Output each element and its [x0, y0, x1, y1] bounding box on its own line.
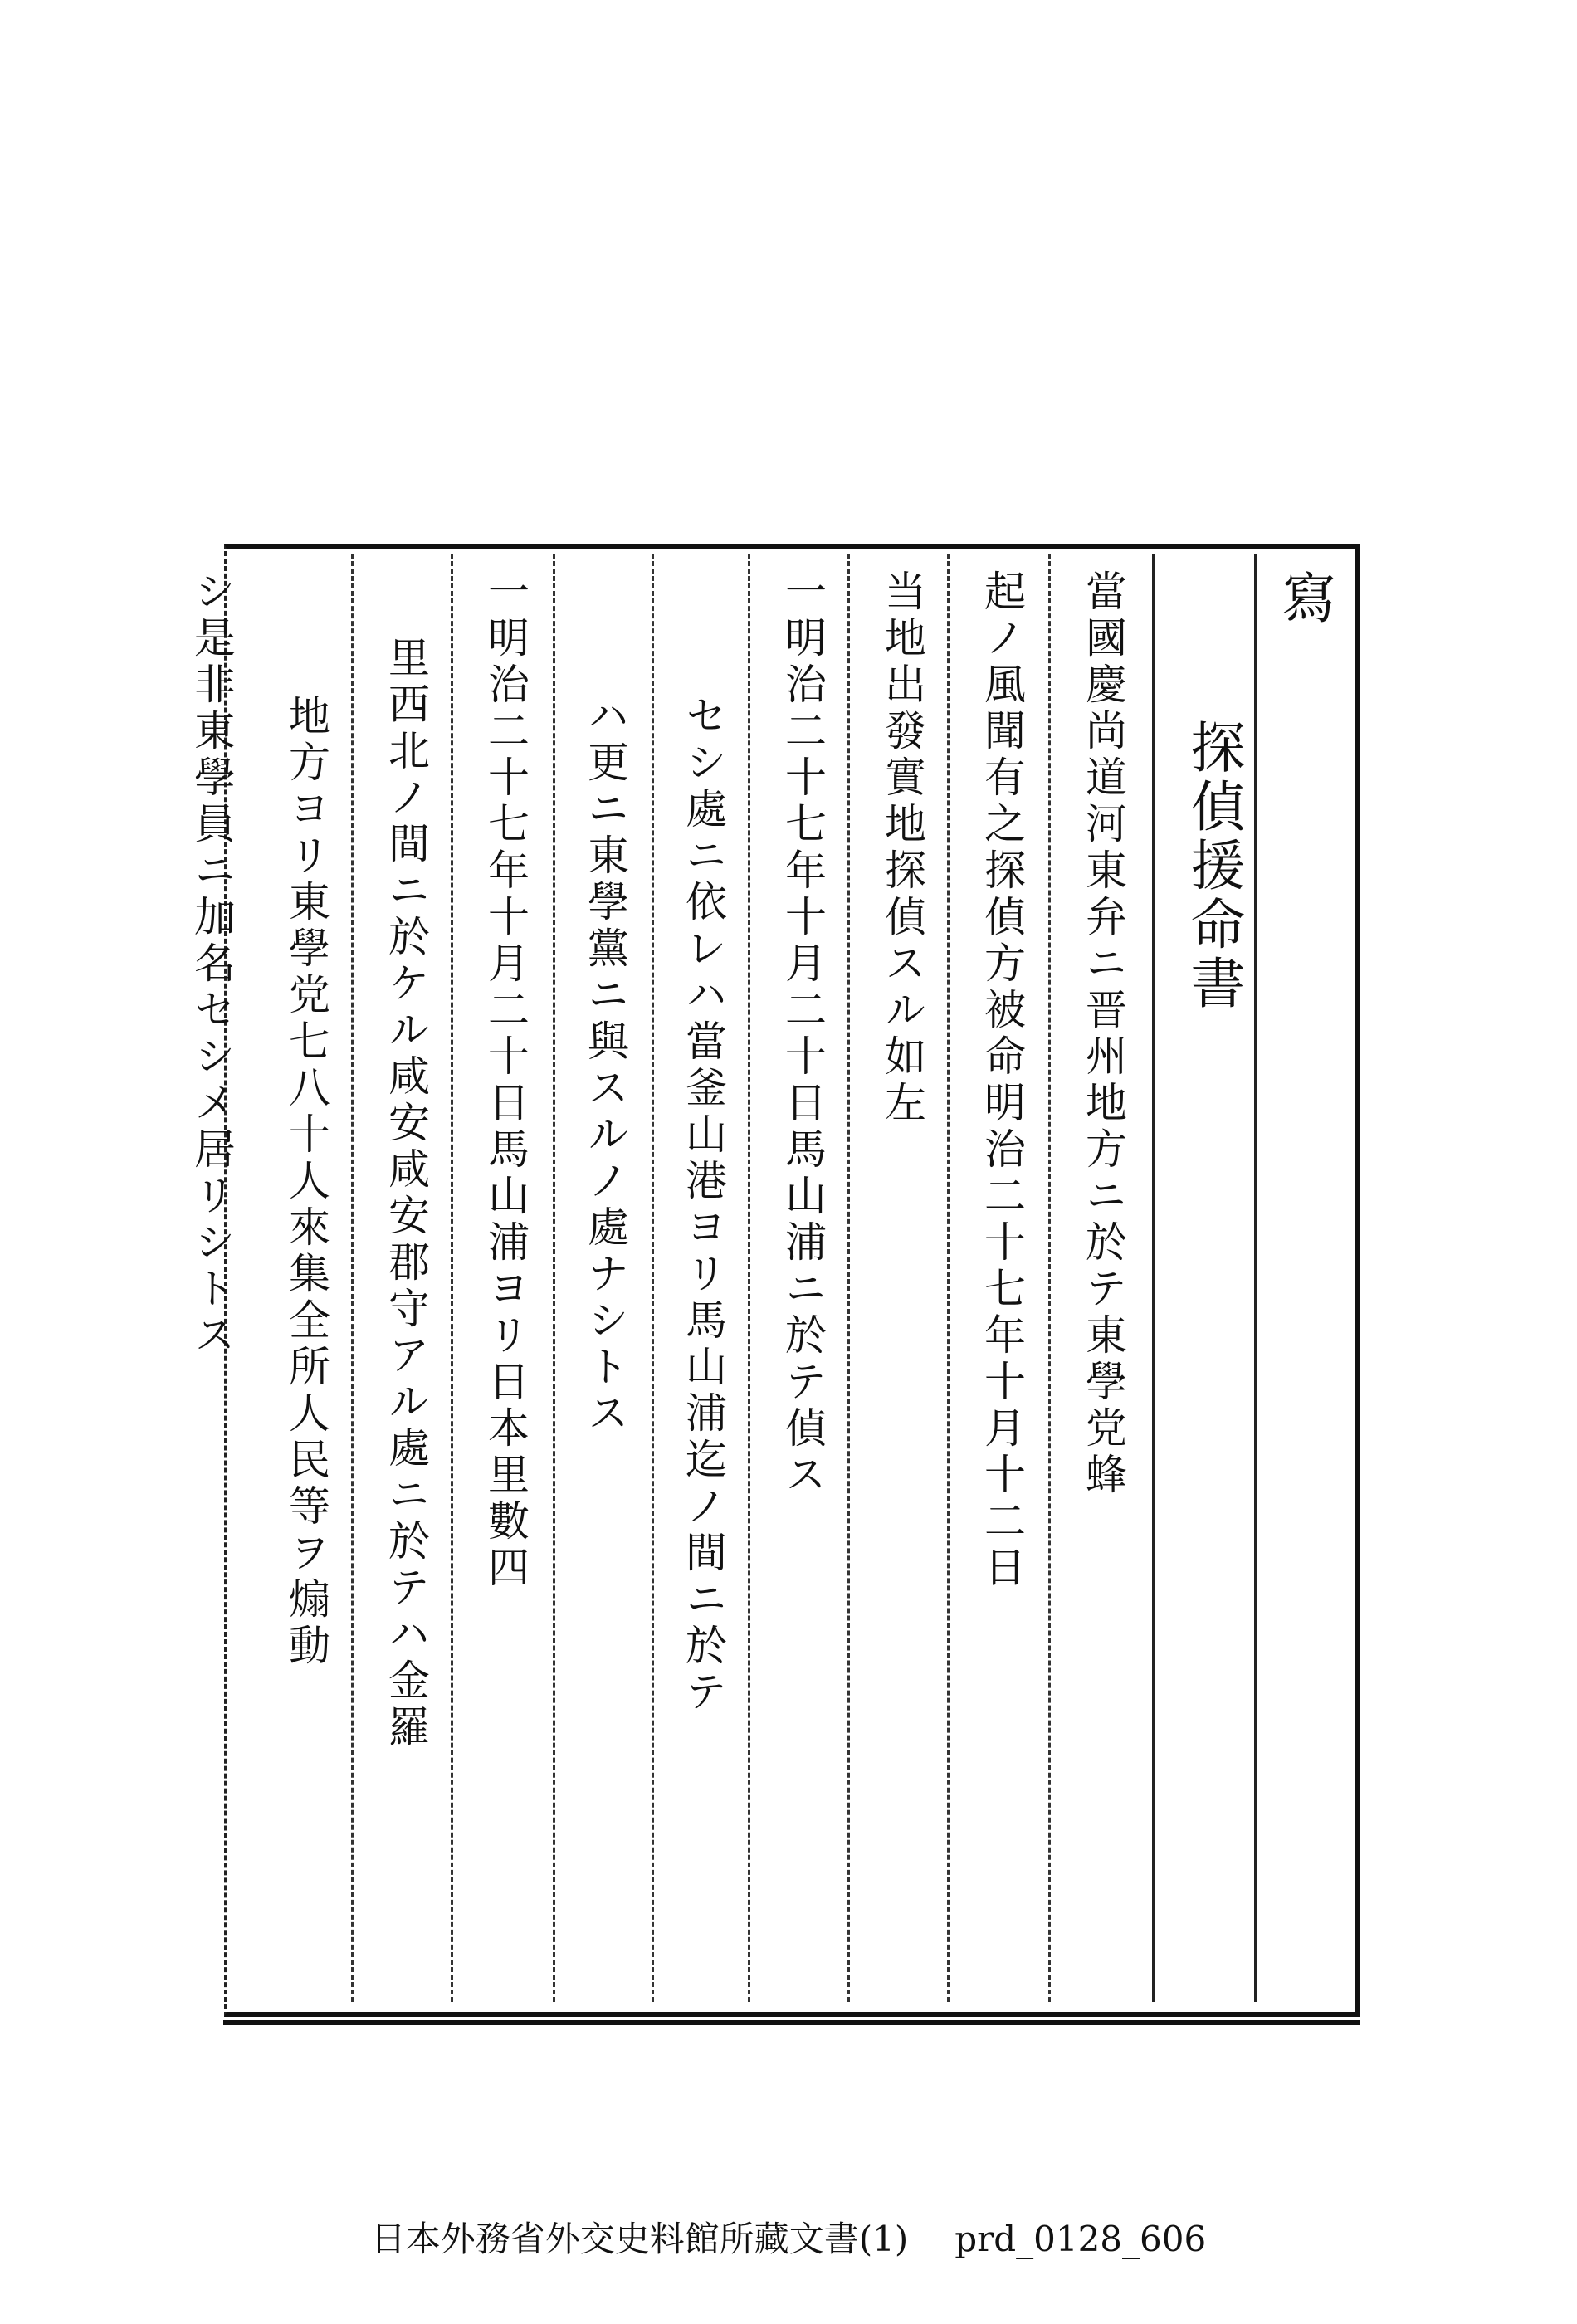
text-column — [261, 569, 351, 1964]
text-column — [758, 569, 847, 1964]
column-text: 當國慶尚道河東弁ニ晋州地方ニ於テ東學党蜂 — [1079, 569, 1127, 1499]
column-rule — [947, 554, 950, 2002]
text-column — [857, 569, 947, 1964]
column-text: 一明治二十七年十月二十日馬山浦ニ於テ偵ス — [779, 569, 827, 1499]
document-heading: 探偵援命書 — [1181, 719, 1245, 1013]
text-column — [1058, 569, 1148, 1964]
text-column — [658, 569, 748, 1964]
text-column — [361, 569, 451, 1964]
column-text: 一明治二十七年十月二十日馬山浦ヨリ日本里數四 — [481, 569, 530, 1592]
archive-footer — [0, 2212, 1577, 2262]
column-rule — [553, 554, 555, 2002]
column-rule — [1152, 554, 1155, 2002]
text-column — [957, 569, 1047, 1964]
text-column — [167, 569, 256, 1964]
column-text: 里西北ノ間ニ於ケル咸安咸安郡守アル處ニ於テハ金羅 — [382, 636, 430, 1751]
column-text: 当地出發實地探偵スル如左 — [878, 569, 926, 1127]
column-rule — [847, 554, 850, 2002]
text-column — [461, 569, 550, 1964]
column-text: セシ處ニ依レハ當釜山港ヨリ馬山浦迄ノ間ニ於テ — [679, 694, 727, 1716]
column-rule — [351, 554, 354, 2002]
column-rule — [1048, 554, 1051, 2002]
column-text: 起ノ風聞有之探偵方被命明治二十七年十月十二日 — [978, 569, 1026, 1592]
column-text: ハ更ニ東學黨ニ與スルノ處ナシトス — [581, 694, 629, 1438]
text-column — [560, 569, 650, 1964]
column-rule — [451, 554, 453, 2002]
heading-column — [1168, 569, 1257, 1964]
document-title: 寫 — [1272, 569, 1336, 628]
manuscript-form — [188, 544, 1360, 2017]
column-rule — [748, 554, 750, 2002]
column-text: シ是非東學員ニ加名セシメ居リシトス — [188, 569, 236, 1360]
archive-code: prd_0128_606 — [954, 2219, 1207, 2259]
column-text: 地方ヨリ東學党七八十人來集全所人民等ヲ煽動 — [282, 694, 330, 1670]
column-rule — [652, 554, 654, 2002]
archive-source: 日本外務省外交史料館所藏文書(1) — [370, 2219, 909, 2259]
title-column — [1259, 569, 1349, 1964]
